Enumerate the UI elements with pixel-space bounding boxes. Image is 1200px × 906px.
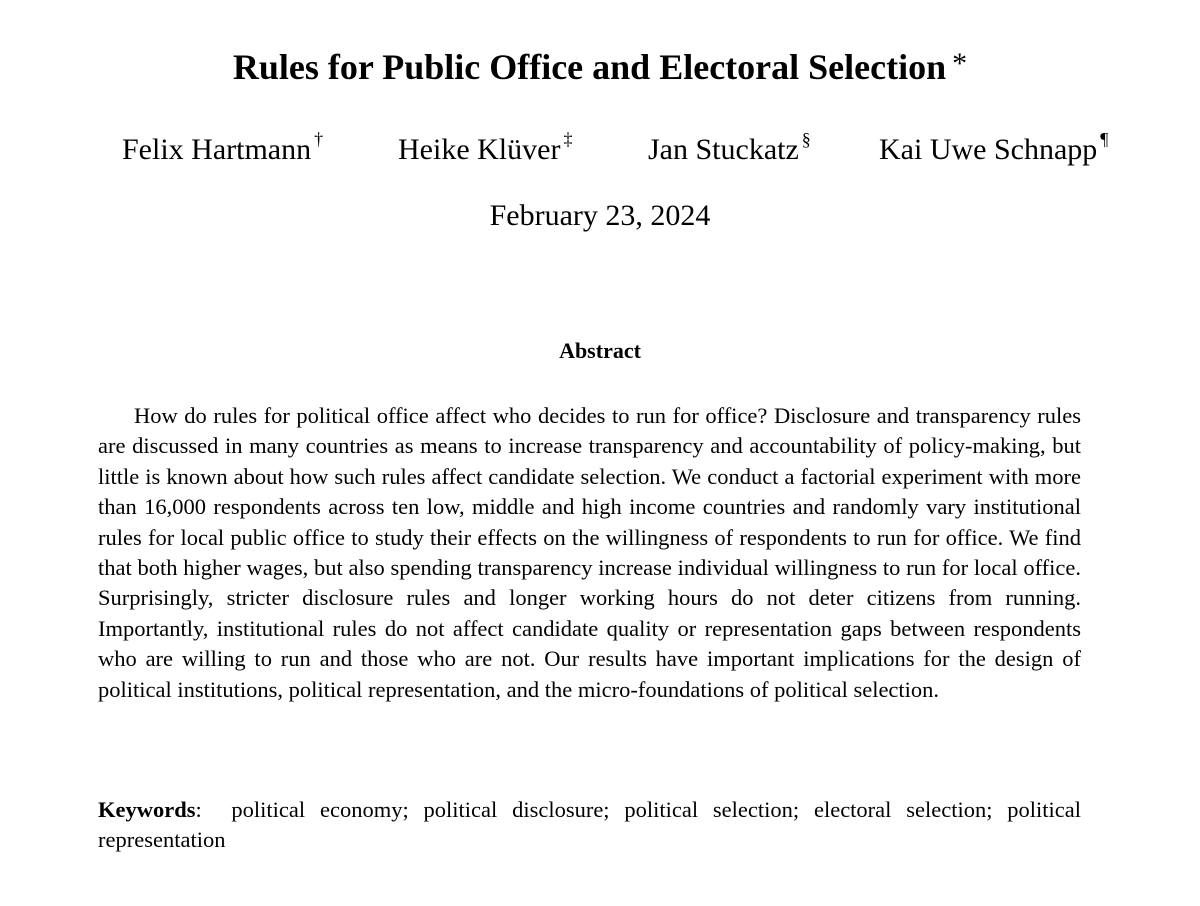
keywords-text: political economy; political disclosure; political selection; electoral selection; political representation [98,797,1082,853]
author-name: Kai Uwe Schnapp [879,133,1098,166]
paper-date: February 23, 2024 [489,199,711,232]
keywords-separator: : [195,797,202,822]
title-footnote-mark: * [952,47,968,80]
author-3 [648,128,811,172]
author-name: Heike Klüver [398,133,561,166]
author-footnote-mark: ¶ [1100,129,1109,149]
author-footnote-mark: † [314,129,324,149]
author-1 [122,128,323,172]
paper-title-line [0,40,1200,91]
author-footnote-mark: § [801,129,811,149]
keywords-label: Keywords [98,797,196,822]
author-footnote-mark: ‡ [563,129,573,149]
author-name: Felix Hartmann [122,133,312,166]
abstract-text: How do rules for political office affect who decides to run for office? Disclosure and transparency rules are discussed in many countries as means to increase transparency and accountability of policy-making, but little is known about how such rules affect candidate selection. We conduct a factorial experiment with more than 16,000 respondents across ten low, middle and high income countries and randomly vary institutional rules for local public office to study their effects on the willingness of respondents to run for office. We find that both higher wages, but also spending transparency increase individual willingness to run for local office. Surprisingly, stricter disclosure rules and longer working hours do not deter citizens from running. Importantly, institutional rules do not affect candidate quality or representation gaps between respondents who are willing to run and those who are not. Our results have important implications for the design of political institutions, political representation, and the micro-foundations of political selection. [98,403,1081,702]
author-2 [398,128,572,172]
abstract-heading: Abstract [559,338,641,363]
author-4 [879,128,1108,172]
keywords-paragraph [98,795,1081,856]
author-name: Jan Stuckatz [648,133,799,166]
author-list [0,128,1200,172]
paper-title: Rules for Public Office and Electoral Selection [232,47,947,87]
